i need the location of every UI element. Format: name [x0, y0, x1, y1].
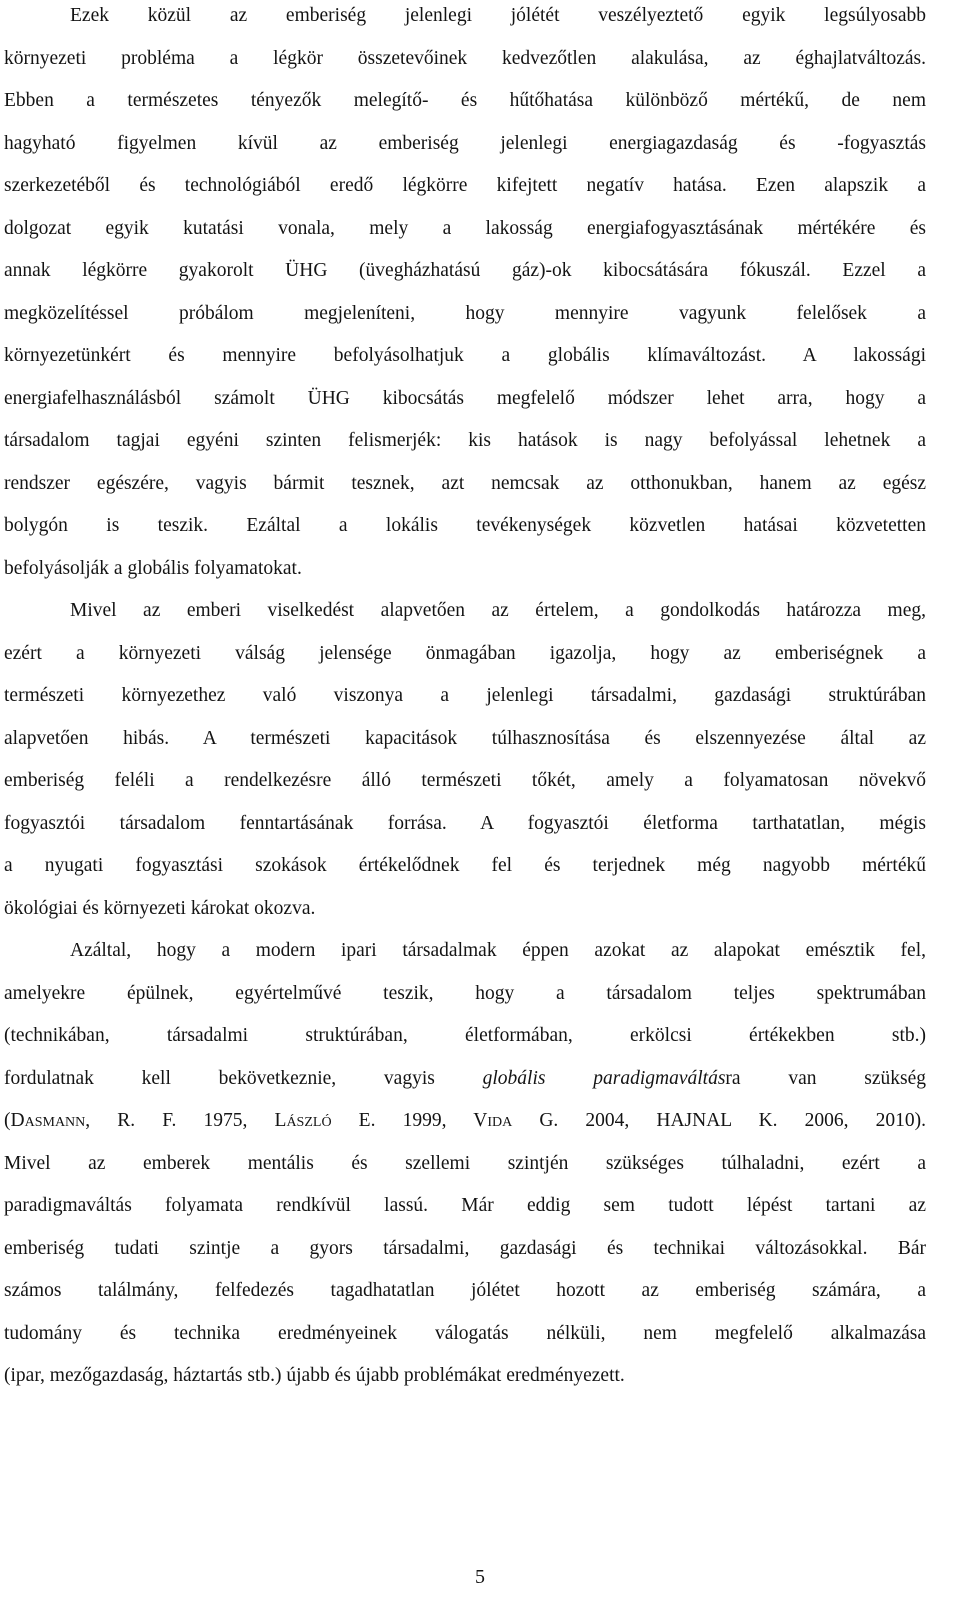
text-line: bolygón is teszik. Ezáltal a lokális tevékenységek közvetlen hatásai közvetetten [4, 515, 926, 536]
text-line: Mivel az emberi viselkedést alapvetően az értelem, a gondolkodás határozza meg, [70, 600, 926, 621]
text-line: dolgozat egyik kutatási vonala, mely a lakosság energiafogyasztásának mértékére és [4, 217, 926, 239]
text-run: , R. F. 1975, [85, 1110, 275, 1131]
text-line: Ebben a természetes tényezők melegítő- és hűtőhatása különböző mértékű, de nem [4, 90, 926, 111]
text-run: ( [4, 1110, 11, 1131]
text-line: megközelítéssel próbálom megjeleníteni, hogy mennyire vagyunk felelősek a [4, 302, 926, 324]
text-run: G. 2004, HAJNAL K. 2006, 2010). [512, 1110, 927, 1131]
text-line: természeti környezethez való viszonya a jelenlegi társadalmi, gazdasági struktúrában [4, 685, 926, 706]
text-line: hagyható figyelmen kívül az emberiség jelenlegi energiagazdaság és -fogyasztás [4, 132, 926, 154]
author-smallcaps: ászló [286, 1110, 332, 1131]
page-number: 5 [475, 1566, 485, 1588]
text-line: befolyásolják a globális folyamatokat. [4, 557, 302, 579]
paragraph-3 [4, 930, 926, 1398]
text-line: amelyekre épülnek, egyértelművé teszik, hogy a társadalom teljes spektrumában [4, 982, 926, 1004]
author-initial: L [274, 1110, 287, 1131]
text-line: tudomány és technika eredményeinek válogatás nélküli, nem megfelelő alkalmazása [4, 1322, 926, 1344]
author-smallcaps: ida [487, 1110, 513, 1131]
text-line: alapvetően hibás. A természeti kapacitások túlhasznosítása és elszennyezése által az [4, 727, 926, 749]
author-initial: D [10, 1110, 25, 1131]
text-run: ra van szükség [725, 1067, 927, 1089]
citation-line [4, 1100, 926, 1143]
text-line: ökológiai és környezeti károkat okozva. [4, 897, 316, 919]
text-line: energiafelhasználásból számolt ÜHG kibocsátás megfelelő módszer lehet arra, hogy a [4, 387, 926, 409]
body-text [4, 0, 926, 1398]
text-line: környezeti probléma a légkör összetevőinek kedvezőtlen alakulása, az éghajlatváltozás. [4, 47, 926, 69]
italic-term: globális paradigmaváltás [482, 1067, 726, 1089]
author-smallcaps: asmann [24, 1110, 86, 1131]
text-line: a nyugati fogyasztási szokások értékelődnek fel és terjednek még nagyobb mértékű [4, 855, 926, 876]
text-line: számos találmány, felfedezés tagadhatatlan jólétet hozott az emberiség számára, a [4, 1280, 926, 1301]
text-line: emberiség tudati szintje a gyors társadalmi, gazdasági és technikai változásokkal. Bár [4, 1237, 926, 1259]
text-line: ezért a környezeti válság jelensége önmagában igazolja, hogy az emberiségnek a [4, 642, 926, 664]
text-line: fogyasztói társadalom fenntartásának forrása. A fogyasztói életforma tarthatatlan, mégis [4, 812, 926, 834]
text-line: szerkezetéből és technológiából eredő légkörre kifejtett negatív hatása. Ezen alapszik a [4, 175, 926, 196]
text-run: E. 1999, [331, 1110, 474, 1131]
paragraph-1 [4, 0, 926, 590]
text-line: (ipar, mezőgazdaság, háztartás stb.) újabb és újabb problémákat eredményezett. [4, 1365, 625, 1386]
paragraph-2 [4, 590, 926, 930]
text-line: Mivel az emberek mentális és szellemi szintjén szükséges túlhaladni, ezért a [4, 1152, 926, 1174]
text-line: paradigmaváltás folyamata rendkívül lassú. Már eddig sem tudott lépést tartani az [4, 1195, 926, 1216]
text-line: társadalom tagjai egyéni szinten felismerjék: kis hatások is nagy befolyással lehetnek a [4, 430, 926, 451]
text-line: emberiség feléli a rendelkezésre álló természeti tőkét, amely a folyamatosan növekvő [4, 770, 926, 791]
text-line: (technikában, társadalmi struktúrában, életformában, erkölcsi értékekben stb.) [4, 1025, 926, 1046]
author-initial: V [473, 1110, 488, 1131]
text-line: rendszer egészére, vagyis bármit tesznek, azt nemcsak az otthonukban, hanem az egész [4, 472, 926, 494]
text-line: Azáltal, hogy a modern ipari társadalmak éppen azokat az alapokat emésztik fel, [70, 940, 926, 961]
text-line: Ezek közül az emberiség jelenlegi jólétét veszélyeztető egyik legsúlyosabb [70, 5, 926, 26]
text-line: környezetünkért és mennyire befolyásolhatjuk a globális klímaváltozást. A lakossági [4, 345, 926, 366]
text-run: fordulatnak kell bekövetkeznie, vagyis [4, 1067, 483, 1089]
text-line: annak légkörre gyakorolt ÜHG (üvegházhatású gáz)-ok kibocsátására fókuszál. Ezzel a [4, 260, 926, 281]
text-line-with-italic [4, 1058, 926, 1101]
